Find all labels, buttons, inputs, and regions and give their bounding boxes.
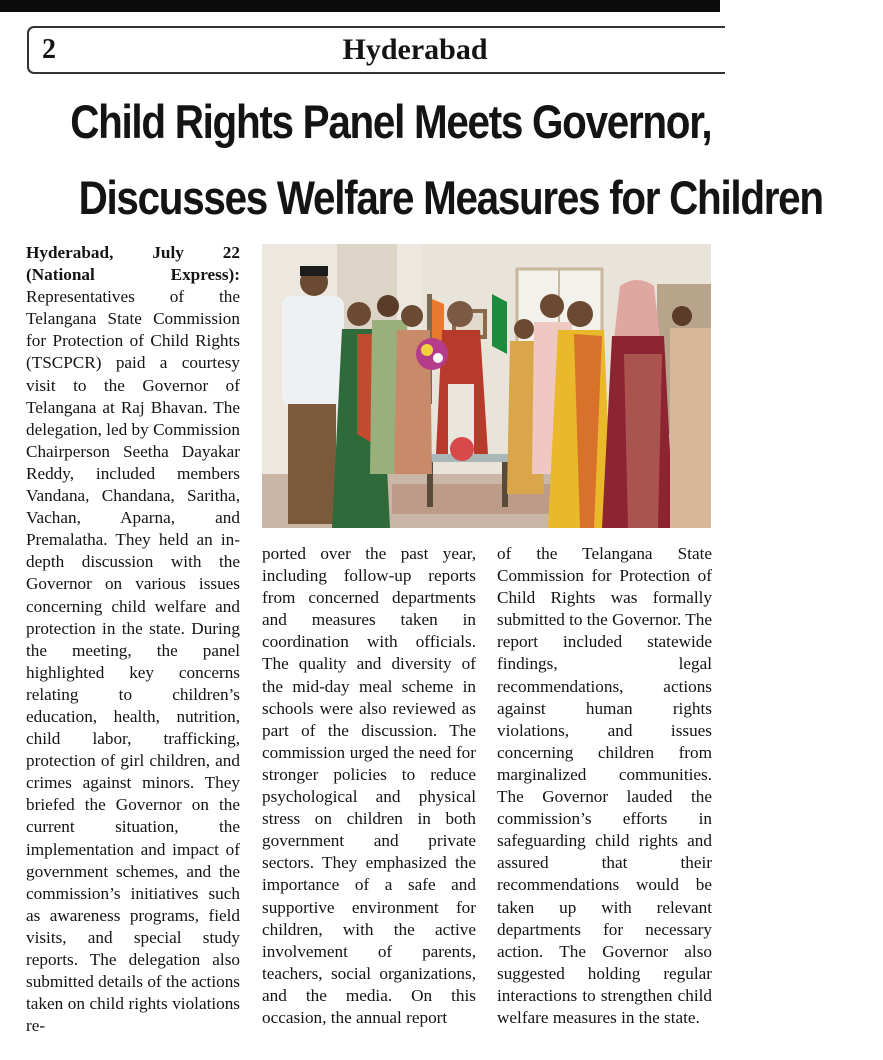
headline-line-2: Discusses Welfare Measures for Children: [78, 171, 823, 224]
news-photo: [262, 244, 711, 528]
delegation-photo: [262, 244, 711, 528]
top-bar: [0, 0, 720, 12]
column-3-text: of the Telangana State Commission for Protection of Child Rights was formally submitted to the Governor. The report included statewide findings, legal recommendations, actions against human rights violations, and issues concerning children from marginalized communities. The Governor lauded the commission’s efforts in safeguarding child rights and assured that their recommendations would be taken up with relevant departments for necessary action. The Governor also suggested holding regular interactions to strengthen child welfare measures in the state.: [497, 544, 712, 1027]
headline-line-1: Child Rights Panel Meets Governor,: [70, 95, 712, 148]
page-number: 2: [42, 34, 56, 65]
column-1-text: Representatives of the Telangana State Commission for Protection of Child Rights (TSCPCR) paid a courtesy visit to the Governor of Telangana at Raj Bhavan. The delegation, led by Commission Chairperson Seetha Dayakar Reddy, included members Vandana, Chandana, Saritha, Vachan, Aparna, and Premalatha. They held an in-depth discussion with the Governor on various issues concerning child welfare and protection in the state. During the meeting, the panel highlighted key concerns relating to children’s education, health, nutrition, child labor, trafficking, protection of girl children, and crimes against minors. They briefed the Governor on the current situation, the implementation and impact of government schemes, and the commission’s initiatives such as awareness programs, field visits, and special study reports. The delegation also submitted details of the actions taken on child rights violations re-: [26, 287, 240, 1036]
article-column-1: [26, 242, 240, 1037]
article-column-2: [262, 543, 476, 1029]
section-name: Hyderabad: [342, 33, 488, 66]
column-2-text: ported over the past year, including follow-up reports from concerned departments and measures taken in coordination with officials. The quality and diversity of the mid-day meal scheme in schools were also reviewed as part of the discussion. The commission urged the need for stronger policies to reduce psychological and physical stress on children in both government and private sectors. They emphasized the importance of a safe and supportive environment for children, with the active involvement of parents, teachers, social organizations, and the media. On this occasion, the annual report: [262, 544, 476, 1027]
dateline: Hyderabad, July 22 (National Express):: [26, 243, 240, 285]
article-column-3: [497, 543, 712, 1029]
